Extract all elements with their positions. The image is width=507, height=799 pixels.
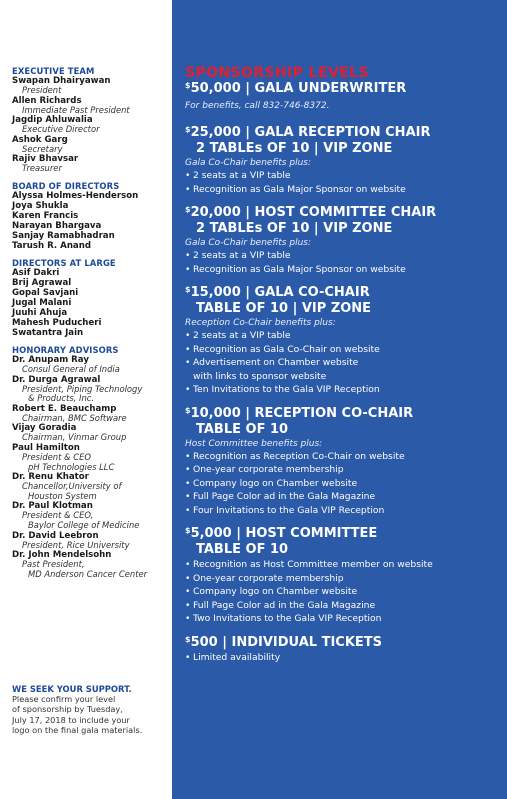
member-name: Ashok Garg [12, 134, 68, 145]
advisor-role: Houston System [28, 490, 97, 501]
panel-top-band [172, 0, 507, 66]
tier-benefits [185, 169, 503, 196]
benefit-item: • Recognition as Gala Major Sponsor on website [185, 263, 406, 275]
advisor-name: Dr. Anupam Ray [12, 354, 89, 365]
advisor-name: Dr. Renu Khator [12, 472, 89, 483]
tier-benefits [185, 558, 503, 626]
benefit-item: • Four Invitations to the Gala VIP Reception [185, 504, 385, 516]
benefit-item: • Recognition as Gala Co-Chair on website [185, 343, 380, 355]
benefit-item-continued: with links to sponsor website [193, 370, 327, 382]
dollar-sign: $ [185, 81, 191, 90]
tier-title-text: 50,000 | GALA UNDERWRITER [190, 81, 407, 96]
directors-at-large-list [12, 268, 172, 338]
member-name: Alyssa Holmes-Henderson [12, 190, 139, 201]
sponsorship-title: SPONSORSHIP LEVELS [185, 65, 369, 81]
member-role: Executive Director [22, 124, 100, 135]
advisor-role: & Products, Inc. [28, 393, 95, 404]
advisor-role: Chairman, BMC Software [22, 412, 127, 423]
advisor-role: President, Rice University [22, 539, 130, 550]
benefit-item: • Ten Invitations to the Gala VIP Reception [185, 384, 380, 395]
benefit-item: • Recognition as Host Committee member on website [185, 559, 433, 570]
benefit-item: • 2 seats at a VIP table [185, 250, 291, 261]
benefit-item: • One-year corporate membership [185, 464, 344, 475]
tier-title [185, 125, 503, 141]
benefit-item: • Full Page Color ad in the Gala Magazine [185, 599, 376, 611]
tier-benefits [185, 651, 503, 665]
tier-subtitle: TABLE OF 10 | VIP ZONE [196, 301, 372, 316]
tier-subtitle: 2 TABLEs OF 10 | VIP ZONE [196, 221, 393, 236]
advisor-name: Robert E. Beauchamp [12, 403, 117, 414]
advisor-name: Dr. Durga Agrawal [12, 374, 101, 385]
support-line: Please confirm your level [12, 694, 116, 704]
member-name: Brij Agrawal [12, 277, 72, 288]
tier-reception-chair [185, 125, 503, 196]
tier-title [185, 285, 503, 301]
dollar-sign: $ [185, 285, 191, 294]
tier-title [185, 406, 503, 422]
sponsorship-panel [172, 0, 507, 799]
member-name: Rajiv Bhavsar [12, 154, 79, 165]
member-name: Tarush R. Anand [12, 240, 92, 251]
tier-benefits [185, 249, 503, 276]
benefit-item: • Recognition as Gala Major Sponsor on website [185, 183, 406, 195]
tier-benefits-label: Gala Co-Chair benefits plus: [185, 158, 311, 168]
advisor-role: President & CEO, [22, 510, 94, 521]
executive-team-list [12, 76, 172, 174]
board-of-directors-list [12, 191, 172, 251]
tier-title-text: 10,000 | RECEPTION CO-CHAIR [190, 405, 414, 421]
benefit-item: • Advertisement on Chamber website [185, 357, 359, 368]
tier-host-committee [185, 526, 503, 626]
advisor-name: Paul Hamilton [12, 442, 80, 453]
dollar-sign: $ [185, 405, 191, 415]
advisor-name: Vijay Goradia [12, 423, 77, 434]
tier-subtitle: TABLE OF 10 [196, 542, 289, 557]
honorary-advisors-heading: HONORARY ADVISORS [12, 344, 119, 355]
member-name: Juuhi Ahuja [12, 307, 68, 318]
left-column [12, 66, 172, 579]
tier-title [185, 635, 503, 651]
advisor-role: Chairman, Vinmar Group [22, 432, 127, 443]
tier-title-text: 25,000 | GALA RECEPTION CHAIR [190, 125, 431, 140]
sponsorship-levels [185, 66, 503, 664]
benefit-item: • 2 seats at a VIP table [185, 330, 291, 341]
member-name: Jagdip Ahluwalia [12, 115, 93, 126]
tier-title-text: 500 | INDIVIDUAL TICKETS [190, 634, 383, 650]
member-name: Gopal Savjani [12, 287, 79, 298]
tier-title [185, 526, 503, 542]
honorary-advisors-list [12, 355, 172, 579]
tier-underwriter [185, 81, 503, 112]
tier-title-text: 5,000 | HOST COMMITTEE [190, 526, 378, 541]
tier-title-text: 20,000 | HOST COMMITTEE CHAIR [190, 205, 437, 220]
support-note [12, 684, 177, 735]
benefit-item: • Recognition as Reception Co-Chair on website [185, 450, 405, 462]
tier-benefits-label: Reception Co-Chair benefits plus: [185, 318, 336, 328]
advisor-name: Dr. Paul Klotman [12, 501, 93, 512]
support-heading: WE SEEK YOUR SUPPORT. [12, 684, 132, 694]
member-role: President [22, 85, 62, 95]
advisor-role: Past President, [22, 559, 85, 570]
directors-at-large-heading: DIRECTORS AT LARGE [12, 257, 116, 268]
advisor-role: MD Anderson Cancer Center [28, 568, 148, 579]
tier-subtitle: TABLE OF 10 [196, 421, 289, 437]
executive-team-heading: EXECUTIVE TEAM [12, 66, 95, 76]
advisor-role: Chancellor,University of [22, 481, 122, 492]
advisor-role: President & CEO [22, 451, 91, 462]
advisor-role: Consul General of India [22, 363, 120, 374]
support-line: logo on the final gala materials. [12, 724, 143, 735]
benefit-item: • Two Invitations to the Gala VIP Reception [185, 613, 382, 624]
member-name: Swapan Dhairyawan [12, 76, 111, 86]
board-of-directors-heading: BOARD OF DIRECTORS [12, 180, 120, 191]
advisor-role: Baylor College of Medicine [28, 519, 140, 530]
advisor-name: Dr. David Leebron [12, 530, 99, 541]
tier-benefits-label: Gala Co-Chair benefits plus: [185, 238, 311, 248]
member-role: Immediate Past President [22, 104, 130, 115]
dollar-sign: $ [185, 205, 191, 214]
member-role: Treasurer [22, 163, 62, 174]
tier-benefits-label: Host Committee benefits plus: [185, 438, 323, 449]
support-line: July 17, 2018 to include your [12, 714, 130, 725]
member-name: Swatantra Jain [12, 327, 84, 338]
member-role: Secretary [22, 143, 63, 154]
benefit-item: • Company logo on Chamber website [185, 586, 358, 597]
benefit-item: • 2 seats at a VIP table [185, 170, 291, 181]
tier-gala-co-chair [185, 285, 503, 397]
member-name: Sanjay Ramabhadran [12, 230, 115, 241]
tier-title-text: 15,000 | GALA CO-CHAIR [190, 285, 370, 300]
tier-title [185, 81, 503, 97]
tier-subtitle: 2 TABLEs OF 10 | VIP ZONE [196, 141, 393, 156]
benefit-item: • One-year corporate membership [185, 572, 344, 584]
member-name: Jugal Malani [12, 297, 72, 308]
member-name: Mahesh Puducheri [12, 317, 102, 328]
dollar-sign: $ [185, 526, 191, 535]
benefit-item: • Limited availability [185, 651, 281, 663]
support-line: of sponsorship by Tuesday, [12, 704, 123, 715]
tier-benefits [185, 450, 503, 518]
advisor-role: President, Piping Technology [22, 383, 143, 394]
benefit-item: • Full Page Color ad in the Gala Magazine [185, 491, 376, 502]
tier-title [185, 205, 503, 221]
tier-benefits [185, 329, 503, 397]
tier-individual-tickets [185, 635, 503, 665]
tier-benefits-label: For benefits, call 832-746-8372. [185, 101, 330, 111]
dollar-sign: $ [185, 125, 191, 134]
member-name: Narayan Bhargava [12, 220, 102, 231]
member-name: Allen Richards [12, 95, 82, 106]
dollar-sign: $ [185, 634, 191, 644]
tier-reception-co-chair [185, 406, 503, 518]
advisor-role: pH Technologies LLC [28, 461, 115, 472]
benefit-item: • Company logo on Chamber website [185, 477, 358, 489]
member-name: Joya Shukla [12, 200, 69, 211]
member-name: Karen Francis [12, 210, 79, 221]
advisor-name: Dr. John Mendelsohn [12, 550, 112, 561]
tier-host-committee-chair [185, 205, 503, 276]
member-name: Asif Dakri [12, 267, 60, 278]
